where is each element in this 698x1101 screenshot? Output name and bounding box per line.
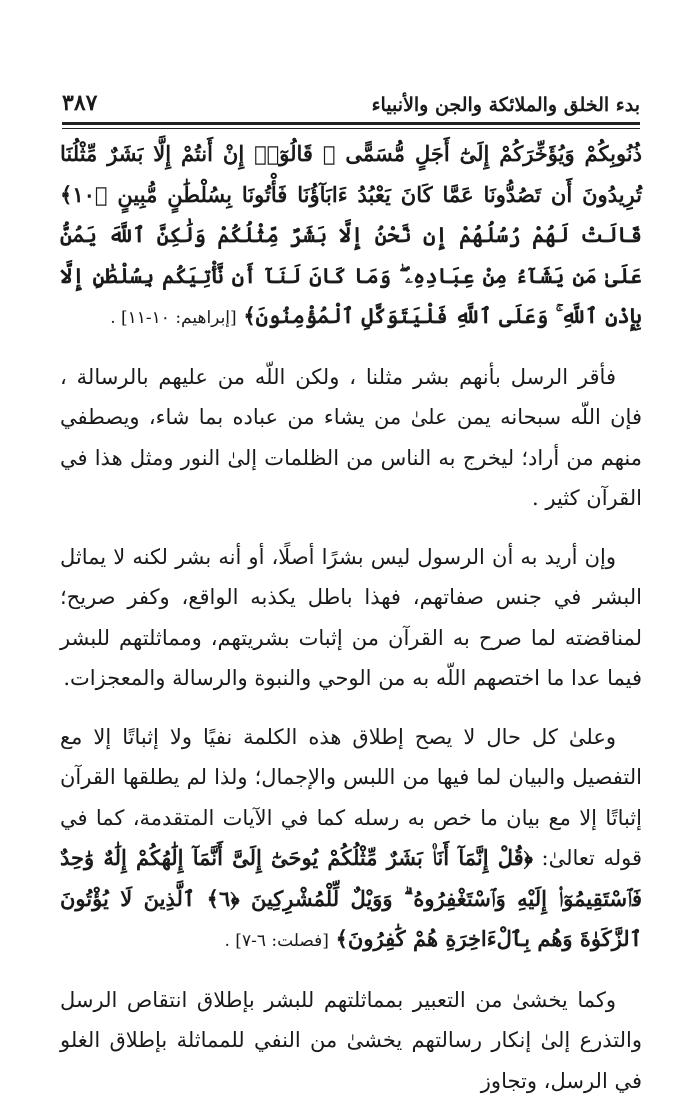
- verse-reference-fussilat: [فصلت: ٦-٧] .: [224, 931, 328, 951]
- page-body: [60, 134, 642, 1101]
- paragraph-gap: [60, 339, 642, 357]
- header-rule-thick: [62, 122, 640, 125]
- running-header: [62, 82, 640, 116]
- paragraph-gap: [60, 699, 642, 717]
- paragraph-messengers-human: فأقر الرسل بأنهم بشر مثلنا ، ولكن اللّه من عليهم بالرسالة ، فإن اللّه سبحانه يمن علىٰ من يشاء من عباده بما شاء، ويصطفي منهم من أراد؛ ليخرج به الناس من الظلمات إلىٰ النور ومثل هذا في القرآن كثير .: [60, 357, 642, 519]
- paragraph-gap: [60, 962, 642, 980]
- quran-paragraph-ibrahim: [60, 134, 642, 339]
- header-title: بدء الخلق والملائكة والجن والأنبياء: [372, 94, 640, 116]
- paragraph-detail-required: [60, 717, 642, 962]
- paragraph-fear-of-expression: وكما يخشىٰ من التعبير بمماثلتهم للبشر بإطلاق انتقاص الرسل والتذرع إلىٰ إنكار رسالتهم يخشىٰ من النفي للمماثلة بإطلاق الغلو في الرسل، وتجاوز: [60, 980, 642, 1101]
- header-rule-thin: [62, 128, 640, 129]
- quran-verse-ibrahim: ذُنُوبِكُمْ وَيُؤَخِّرَكُمْ إِلَىٰٓ أَجَلٍ مُّسَمًّى ۚ قَالُوٓا۟ إِنْ أَنتُمْ إِلَّا بَشَرٌ مِّثْلُنَا تُرِيدُونَ أَن تَصُدُّونَا عَمَّا كَانَ يَعْبُدُ ءَابَآؤُنَا فَأْتُونَا بِسُلْطَٰنٍ مُّبِينٍ ﴿١٠﴾ قَالَتْ لَهُمْ رُسُلُهُمْ إِن نَّحْنُ إِلَّا بَشَرٌ مِّثْلُكُمْ وَلَٰكِنَّ ٱللَّهَ يَمُنُّ عَلَىٰ مَن يَشَآءُ مِنْ عِبَادِهِۦ ۖ وَمَا كَانَ لَنَآ أَن نَّأْتِيَكُم بِسُلْطَٰنٍ إِلَّا بِإِذْنِ ٱللَّهِ ۚ وَعَلَى ٱللَّهِ فَلْيَتَوَكَّلِ ٱلْمُؤْمِنُونَ﴾: [60, 141, 642, 328]
- verse-reference-ibrahim: [إبراهيم: ١٠-١١] .: [110, 308, 236, 328]
- paragraph-not-human-claim: وإن أريد به أن الرسول ليس بشرًا أصلًا، أو أنه بشر لكنه لا يماثل البشر في جنس صفاتهم، فهذا باطل يكذبه الواقع، وكفر صريح؛ لمناقضته لما صرح به القرآن من إثبات بشريتهم، ومماثلتهم للبشر فيما عدا ما اختصهم اللّه به من الوحي والنبوة والرسالة والمعجزات.: [60, 537, 642, 699]
- quran-verse-fussilat: ﴿قُلْ إِنَّمَآ أَنَا۠ بَشَرٌ مِّثْلُكُمْ يُوحَىٰٓ إِلَىَّ أَنَّمَآ إِلَٰهُكُمْ إِلَٰهٌ وَٰحِدٌ فَٱسْتَقِيمُوٓا۟ إِلَيْهِ وَٱسْتَغْفِرُوهُ ۗ وَوَيْلٌ لِّلْمُشْرِكِينَ ﴿٦﴾ ٱلَّذِينَ لَا يُؤْتُونَ ٱلزَّكَوٰةَ وَهُم بِٱلْءَاخِرَةِ هُمْ كَٰفِرُونَ﴾: [60, 845, 642, 951]
- paragraph-gap: [60, 519, 642, 537]
- paragraph-detail-text: وعلىٰ كل حال لا يصح إطلاق هذه الكلمة نفيًا ولا إثباتًا إلا مع التفصيل والبيان لما فيها من اللبس والإجمال؛ ولذا لم يطلقها القرآن إثباتًا إلا مع بيان ما خص به رسله كما في الآيات المتقدمة، كما في قوله تعالىٰ:: [60, 725, 642, 871]
- page-number: ٣٨٧: [62, 90, 97, 116]
